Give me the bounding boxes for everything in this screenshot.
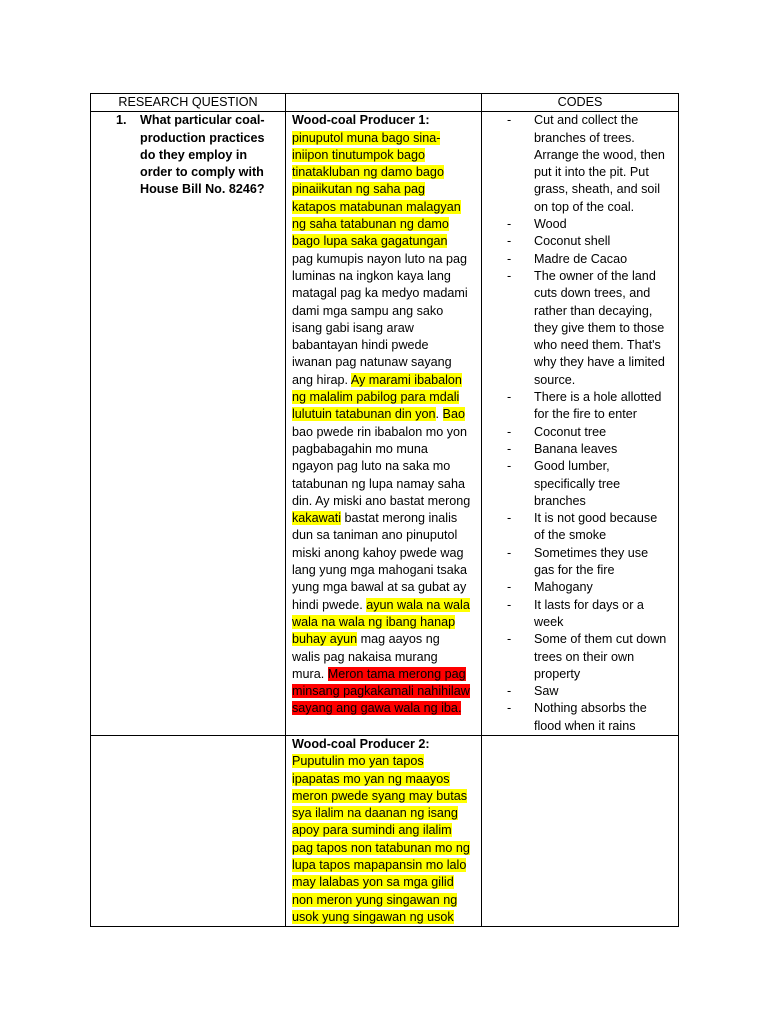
producer2-title: Wood-coal Producer 2: xyxy=(292,736,430,751)
code-text: Coconut tree xyxy=(534,424,607,439)
code-text: It is not good because of the smoke xyxy=(534,511,658,543)
code-item xyxy=(507,424,672,441)
research-table xyxy=(90,93,679,927)
producer1-text-segment: ayun wala na wala wala na wala ng ibang hanap buhay ayun xyxy=(292,597,470,647)
codes-cell xyxy=(482,112,679,736)
producer2-cell xyxy=(286,735,482,926)
code-bullet: - xyxy=(507,113,512,128)
producer1-text-segment: Bao xyxy=(442,407,465,422)
header-codes: CODES xyxy=(482,94,679,112)
question-cell xyxy=(91,112,286,736)
code-bullet: - xyxy=(507,684,512,699)
code-text: Banana leaves xyxy=(534,441,618,456)
producer1-title: Wood-coal Producer 1: xyxy=(292,113,430,128)
code-bullet: - xyxy=(507,234,512,249)
producer1-response xyxy=(292,130,475,718)
code-text: Mahogany xyxy=(534,580,593,595)
code-item xyxy=(507,510,672,545)
code-text: Coconut shell xyxy=(534,234,611,249)
code-text: Madre de Cacao xyxy=(534,251,628,266)
code-text: Some of them cut down trees on their own property xyxy=(534,632,667,681)
empty-codes-cell xyxy=(482,735,679,926)
question-number: 1. xyxy=(116,113,127,128)
code-item xyxy=(507,683,672,700)
code-item xyxy=(507,268,672,389)
header-blank xyxy=(286,94,482,112)
code-item xyxy=(507,251,672,268)
code-bullet: - xyxy=(507,701,512,716)
code-bullet: - xyxy=(507,424,512,439)
code-item xyxy=(507,216,672,233)
code-text: Saw xyxy=(534,684,559,699)
code-text: Cut and collect the branches of trees. Arrange the wood, then put it into the pit. Put grass, sheath, and soil on top of the coal. xyxy=(534,113,665,214)
code-bullet: - xyxy=(507,632,512,647)
question-text: What particular coal-production practices do they employ in order to comply with House Bill No. 8246? xyxy=(140,113,265,197)
question-row xyxy=(91,112,679,736)
code-item xyxy=(507,389,672,424)
code-item xyxy=(507,631,672,683)
code-bullet: - xyxy=(507,217,512,232)
producer1-text-segment: kakawati xyxy=(292,511,341,526)
code-bullet: - xyxy=(507,459,512,474)
code-text: Wood xyxy=(534,217,567,232)
producer1-text-segment: bao pwede rin ibabalon mo yon pagbabagahin mo muna ngayon pag luto na saka mo tatabunan ng lupa namay saha din. Ay miski ano bastat merong xyxy=(292,424,471,508)
code-item xyxy=(507,545,672,580)
code-bullet: - xyxy=(507,268,512,283)
codes-list xyxy=(488,112,672,735)
code-bullet: - xyxy=(507,545,512,560)
producer2-row xyxy=(91,735,679,926)
code-bullet: - xyxy=(507,580,512,595)
code-item xyxy=(507,458,672,510)
code-text: Good lumber, specifically tree branches xyxy=(534,459,621,508)
producer1-text-segment: Meron tama merong pag minsang pagkakamali nahihilaw sayang ang gawa wala ng iba. xyxy=(292,666,470,716)
header-research-question: RESEARCH QUESTION xyxy=(91,94,286,112)
producer2-response xyxy=(292,753,475,926)
research-question xyxy=(97,112,279,198)
code-item xyxy=(507,579,672,596)
producer1-text-segment: pinuputol muna bago sina-iniipon tinutumpok bago tinatakluban ng damo bago pinaiikutan ng saha pag katapos matabunan malagyan ng saha tatabunan ng damo bago lupa saka gagatungan xyxy=(292,130,461,249)
code-item xyxy=(507,597,672,632)
producer1-text-segment: pag kumupis nayon luto na pag luminas na ingkon kaya lang matagal pag ka medyo madami dami mga sampu ang sako isang gabi isang araw babantayan hindi pwede iwanan pag natunaw sayang ang hirap. xyxy=(292,251,468,387)
code-text: There is a hole allotted for the fire to enter xyxy=(534,390,662,422)
empty-question-cell xyxy=(91,735,286,926)
code-item xyxy=(507,233,672,250)
code-bullet: - xyxy=(507,251,512,266)
code-text: The owner of the land cuts down trees, and rather than decaying, they give them to those who need them. That's why they have a limited source. xyxy=(534,268,665,387)
code-item xyxy=(507,700,672,735)
code-item xyxy=(507,441,672,458)
producer1-text-segment: mag aayos ng walis pag nakaisa murang mura. xyxy=(292,632,440,681)
code-text: Nothing absorbs the flood when it rains xyxy=(534,701,647,733)
producer2-text-segment: Puputulin mo yan tapos ipapatas mo yan ng maayos meron pwede syang may butas sya ilalim na daanan ng isang apoy para sumindi ang ilalim pag tapos non tatabunan mo ng lupa tapos mapapansin mo lalo may lalabas yon sa mga gilid non meron yung singawan ng usok yung singawan ng usok xyxy=(292,754,470,924)
code-bullet: - xyxy=(507,390,512,405)
code-text: Sometimes they use gas for the fire xyxy=(534,545,649,578)
code-text: It lasts for days or a week xyxy=(534,597,644,629)
producer1-text-segment: Ay marami ibabalon ng malalim pabilog para mdali lulutuin tatabunan din yon xyxy=(292,372,462,422)
producer1-cell xyxy=(286,112,482,736)
code-bullet: - xyxy=(507,511,512,526)
code-item xyxy=(507,112,672,216)
producer1-text-segment: . xyxy=(435,407,443,422)
producer1-text-segment: bastat merong inalis dun sa taniman ano pinuputol miski anong kahoy pwede wag lang yung mga mahogani tsaka yung mga bawal at sa gubat ay hindi pwede. xyxy=(292,511,468,612)
code-bullet: - xyxy=(507,441,512,456)
header-row xyxy=(91,94,679,112)
code-bullet: - xyxy=(507,597,512,612)
